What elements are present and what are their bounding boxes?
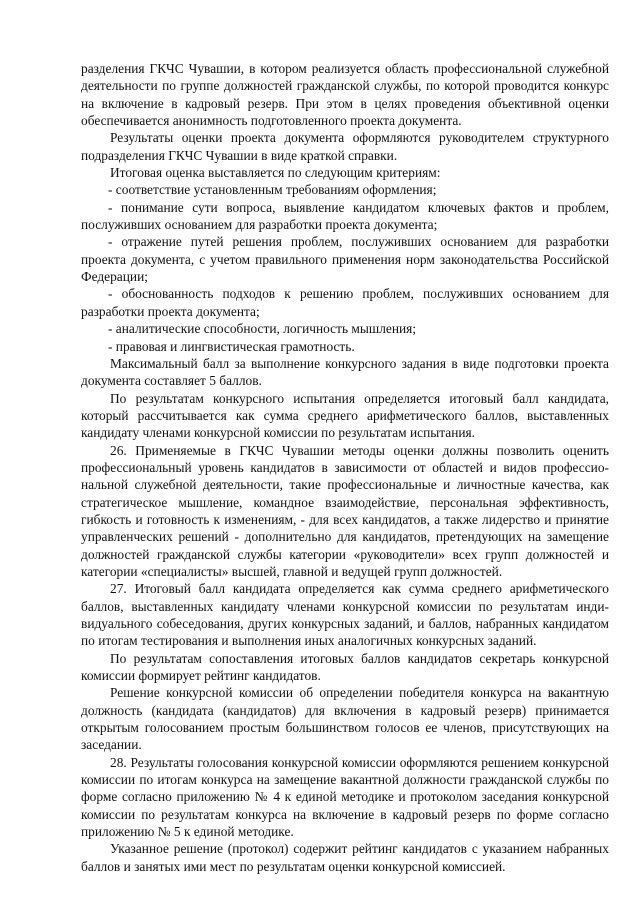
criteria-item-literacy: - правовая и лингвистическая грамотность. bbox=[108, 338, 355, 354]
paragraph-clause-26: 26. Применяемые в ГКЧС Чувашии методы оценки должны позволить оценить профессиональный уровень кандидатов в зависимости от областей и видов профессиональной служебной деятельности, такие профессиональные и личностные качества, как стратегическое мышление, командное взаимодействие, персональная эффективность, гибкость и готовность к изменениям, - для всех кандидатов, а также лидерство и принятие управленческих решений - дополнительно для кандидатов, претендующих на замещение должностей гражданской службы категории «руководители» всех групп должностей и категории «специалисты» высшей, главной и ведущей групп должностей. bbox=[81, 442, 609, 579]
criteria-item-analytical: - аналитические способности, логичность мышления; bbox=[108, 321, 417, 337]
paragraph-clause-27: 27. Итоговый балл кандидата определяется как сумма среднего арифметического баллов, выставленных кандидату членами конкурсной комиссии по результатам индивидуального собеседования, других конкурсных заданий, и баллов, набранных кандидатом по итогам тестирования и выполнения иных аналогичных конкурсных заданий. bbox=[81, 581, 609, 649]
paragraph-decision: Решение конкурсной комиссии об определении победителя конкурса на вакантную должность (кандидата (кандидатов) для включения в кадровый резерв) принимается открытым голосованием простым большинством голосов ее членов, присутствующих на заседании. bbox=[81, 685, 609, 753]
paragraph-protocol: Указанное решение (протокол) содержит рейтинг кандидатов с указанием набранных баллов и занятых ими мест по результатам оценки конкурсной комиссией. bbox=[81, 841, 609, 874]
paragraph-clause-28: 28. Результаты голосования конкурсной комиссии оформляются решением конкурсной комиссии по итогам конкурса на замещение вакантной должности гражданской службы по форме согласно приложению № 4 к единой методике и протоколом заседания конкурсной комиссии по результатам конкурса на включение в кадровый резерв по форме согласно приложению № 5 к единой методике. bbox=[81, 754, 609, 840]
paragraph-max-score: Максимальный балл за выполнение конкурсного задания в виде подготовки проекта документа составляет 5 баллов. bbox=[81, 355, 609, 389]
criteria-item-solutions: - отражение путей решения проблем, послуживших основанием для разработки проекта документа, с учетом правильного применения норм законодательства Российской Федерации; bbox=[81, 234, 609, 285]
criteria-item-approaches: - обоснованность подходов к решению проблем, послуживших основанием для разработки проекта документа; bbox=[81, 286, 609, 319]
criteria-item-understanding: - понимание сути вопроса, выявление кандидатом ключевых фактов и проблем, послуживших основанием для разработки проекта документа; bbox=[81, 199, 609, 233]
paragraph-rating: По результатам сопоставления итоговых баллов кандидатов секретарь конкурсной комиссии формирует рейтинг кандидатов. bbox=[81, 650, 609, 684]
document-page bbox=[81, 60, 609, 875]
criteria-item-formatting: - соответствие установленным требованиям оформления; bbox=[108, 182, 437, 198]
paragraph-continuation: разделения ГКЧС Чувашии, в котором реализуется область профессиональной служебной деятельности по группе должностей гражданской службы, по которой проводится конкурс на включение в кадровый резерв. При этом в целях проведения объективной оценки обеспечивается анонимность подготовленного проекта документа. bbox=[81, 61, 609, 129]
paragraph-final-score: По результатам конкурсного испытания определяется итоговый балл кандидата, который рассчитывается как сумма среднего арифметического баллов, выставленных кандидату членами конкурсной комиссии по результатам испытания. bbox=[81, 390, 609, 441]
paragraph-results-summary: Результаты оценки проекта документа оформляются руководителем структурного подразделения ГКЧС Чувашии в виде краткой справки. bbox=[81, 130, 609, 163]
paragraph-criteria-intro: Итоговая оценка выставляется по следующим критериям: bbox=[110, 165, 441, 181]
